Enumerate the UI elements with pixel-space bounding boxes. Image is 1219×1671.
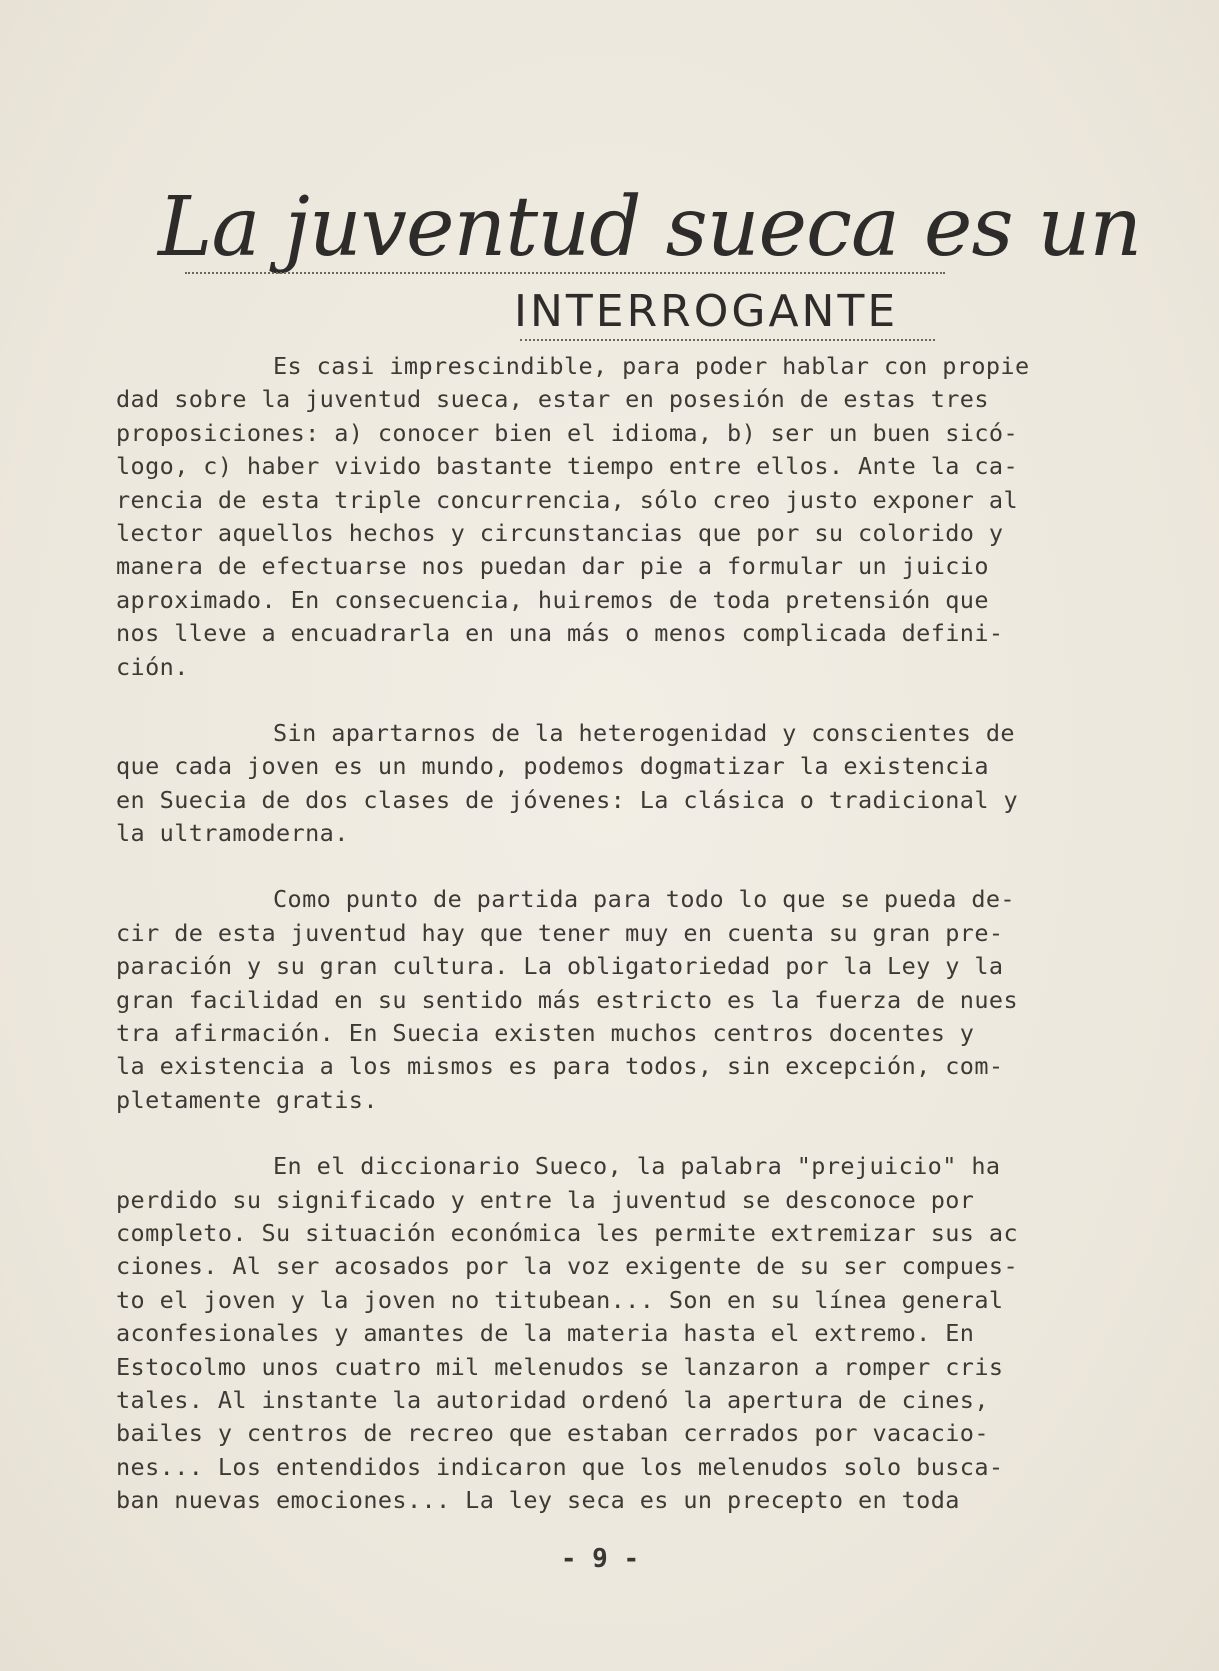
text-line: proposiciones: a) conocer bien el idioma, b) ser un buen sicó- — [116, 418, 1018, 447]
text-line: ción. — [116, 652, 189, 681]
text-line: cir de esta juventud hay que tener muy en cuenta su gran pre- — [116, 918, 1004, 947]
caps-underline — [520, 339, 935, 341]
text-line: rencia de esta triple concurrencia, sólo creo justo exponer al — [116, 485, 1018, 514]
title-handwritten: La juventud sueca es un — [158, 180, 1142, 275]
paragraph-2 — [116, 717, 1096, 851]
text-line: dad sobre la juventud sueca, estar en posesión de estas tres — [116, 385, 989, 414]
text-line: Es casi imprescindible, para poder hablar con propie — [273, 352, 1030, 380]
text-line: manera de efectuarse nos puedan dar pie a formular un juicio — [116, 552, 989, 581]
text-line: la ultramoderna. — [116, 819, 349, 848]
text-line: Sin apartarnos de la heterogenidad y conscientes de — [273, 718, 1015, 747]
text-line: nes... Los entendidos indicaron que los melenudos solo busca- — [116, 1452, 1004, 1481]
paragraph-4 — [116, 1150, 1096, 1517]
text-line: logo, c) haber vivido bastante tiempo entre ellos. Ante la ca- — [116, 452, 1018, 481]
text-line: pletamente gratis. — [116, 1085, 378, 1114]
title-underline — [185, 272, 945, 274]
text-line: Estocolmo unos cuatro mil melenudos se lanzaron a romper cris — [116, 1352, 1004, 1381]
text-line: ciones. Al ser acosados por la voz exigente de su ser compues- — [116, 1252, 1018, 1281]
text-line: completo. Su situación económica les permite extremizar sus ac — [116, 1218, 1018, 1247]
text-line: gran facilidad en su sentido más estricto es la fuerza de nues — [116, 985, 1018, 1014]
article-body — [116, 350, 1096, 1551]
text-line: Como punto de partida para todo lo que se pueda de- — [273, 885, 1015, 914]
text-line: ban nuevas emociones... La ley seca es un precepto en toda — [116, 1486, 960, 1515]
title-caps: INTERROGANTE — [514, 286, 899, 337]
text-line: tra afirmación. En Suecia existen muchos centros docentes y — [116, 1019, 975, 1048]
paragraph-1 — [116, 350, 1096, 684]
text-line: perdido su significado y entre la juventud se desconoce por — [116, 1185, 975, 1214]
text-line: nos lleve a encuadrarla en una más o menos complicada defini- — [116, 619, 1004, 648]
page-number: - 9 - — [560, 1544, 640, 1574]
text-line: la existencia a los mismos es para todos, sin excepción, com- — [116, 1052, 1004, 1081]
text-line: aproximado. En consecuencia, huiremos de toda pretensión que — [116, 585, 989, 614]
text-line: lector aquellos hechos y circunstancias que por su colorido y — [116, 518, 1004, 547]
text-line: que cada joven es un mundo, podemos dogmatizar la existencia — [116, 752, 989, 781]
text-line: aconfesionales y amantes de la materia hasta el extremo. En — [116, 1319, 975, 1348]
text-line: en Suecia de dos clases de jóvenes: La clásica o tradicional y — [116, 785, 1018, 814]
text-line: tales. Al instante la autoridad ordenó la apertura de cines, — [116, 1385, 989, 1414]
text-line: to el joven y la joven no titubean... Son en su línea general — [116, 1285, 1004, 1314]
text-line: bailes y centros de recreo que estaban cerrados por vacacio- — [116, 1419, 989, 1448]
text-line: En el diccionario Sueco, la palabra "prejuicio" ha — [273, 1152, 1001, 1181]
paragraph-3 — [116, 883, 1096, 1117]
text-line: paración y su gran cultura. La obligatoriedad por la Ley y la — [116, 952, 1004, 981]
